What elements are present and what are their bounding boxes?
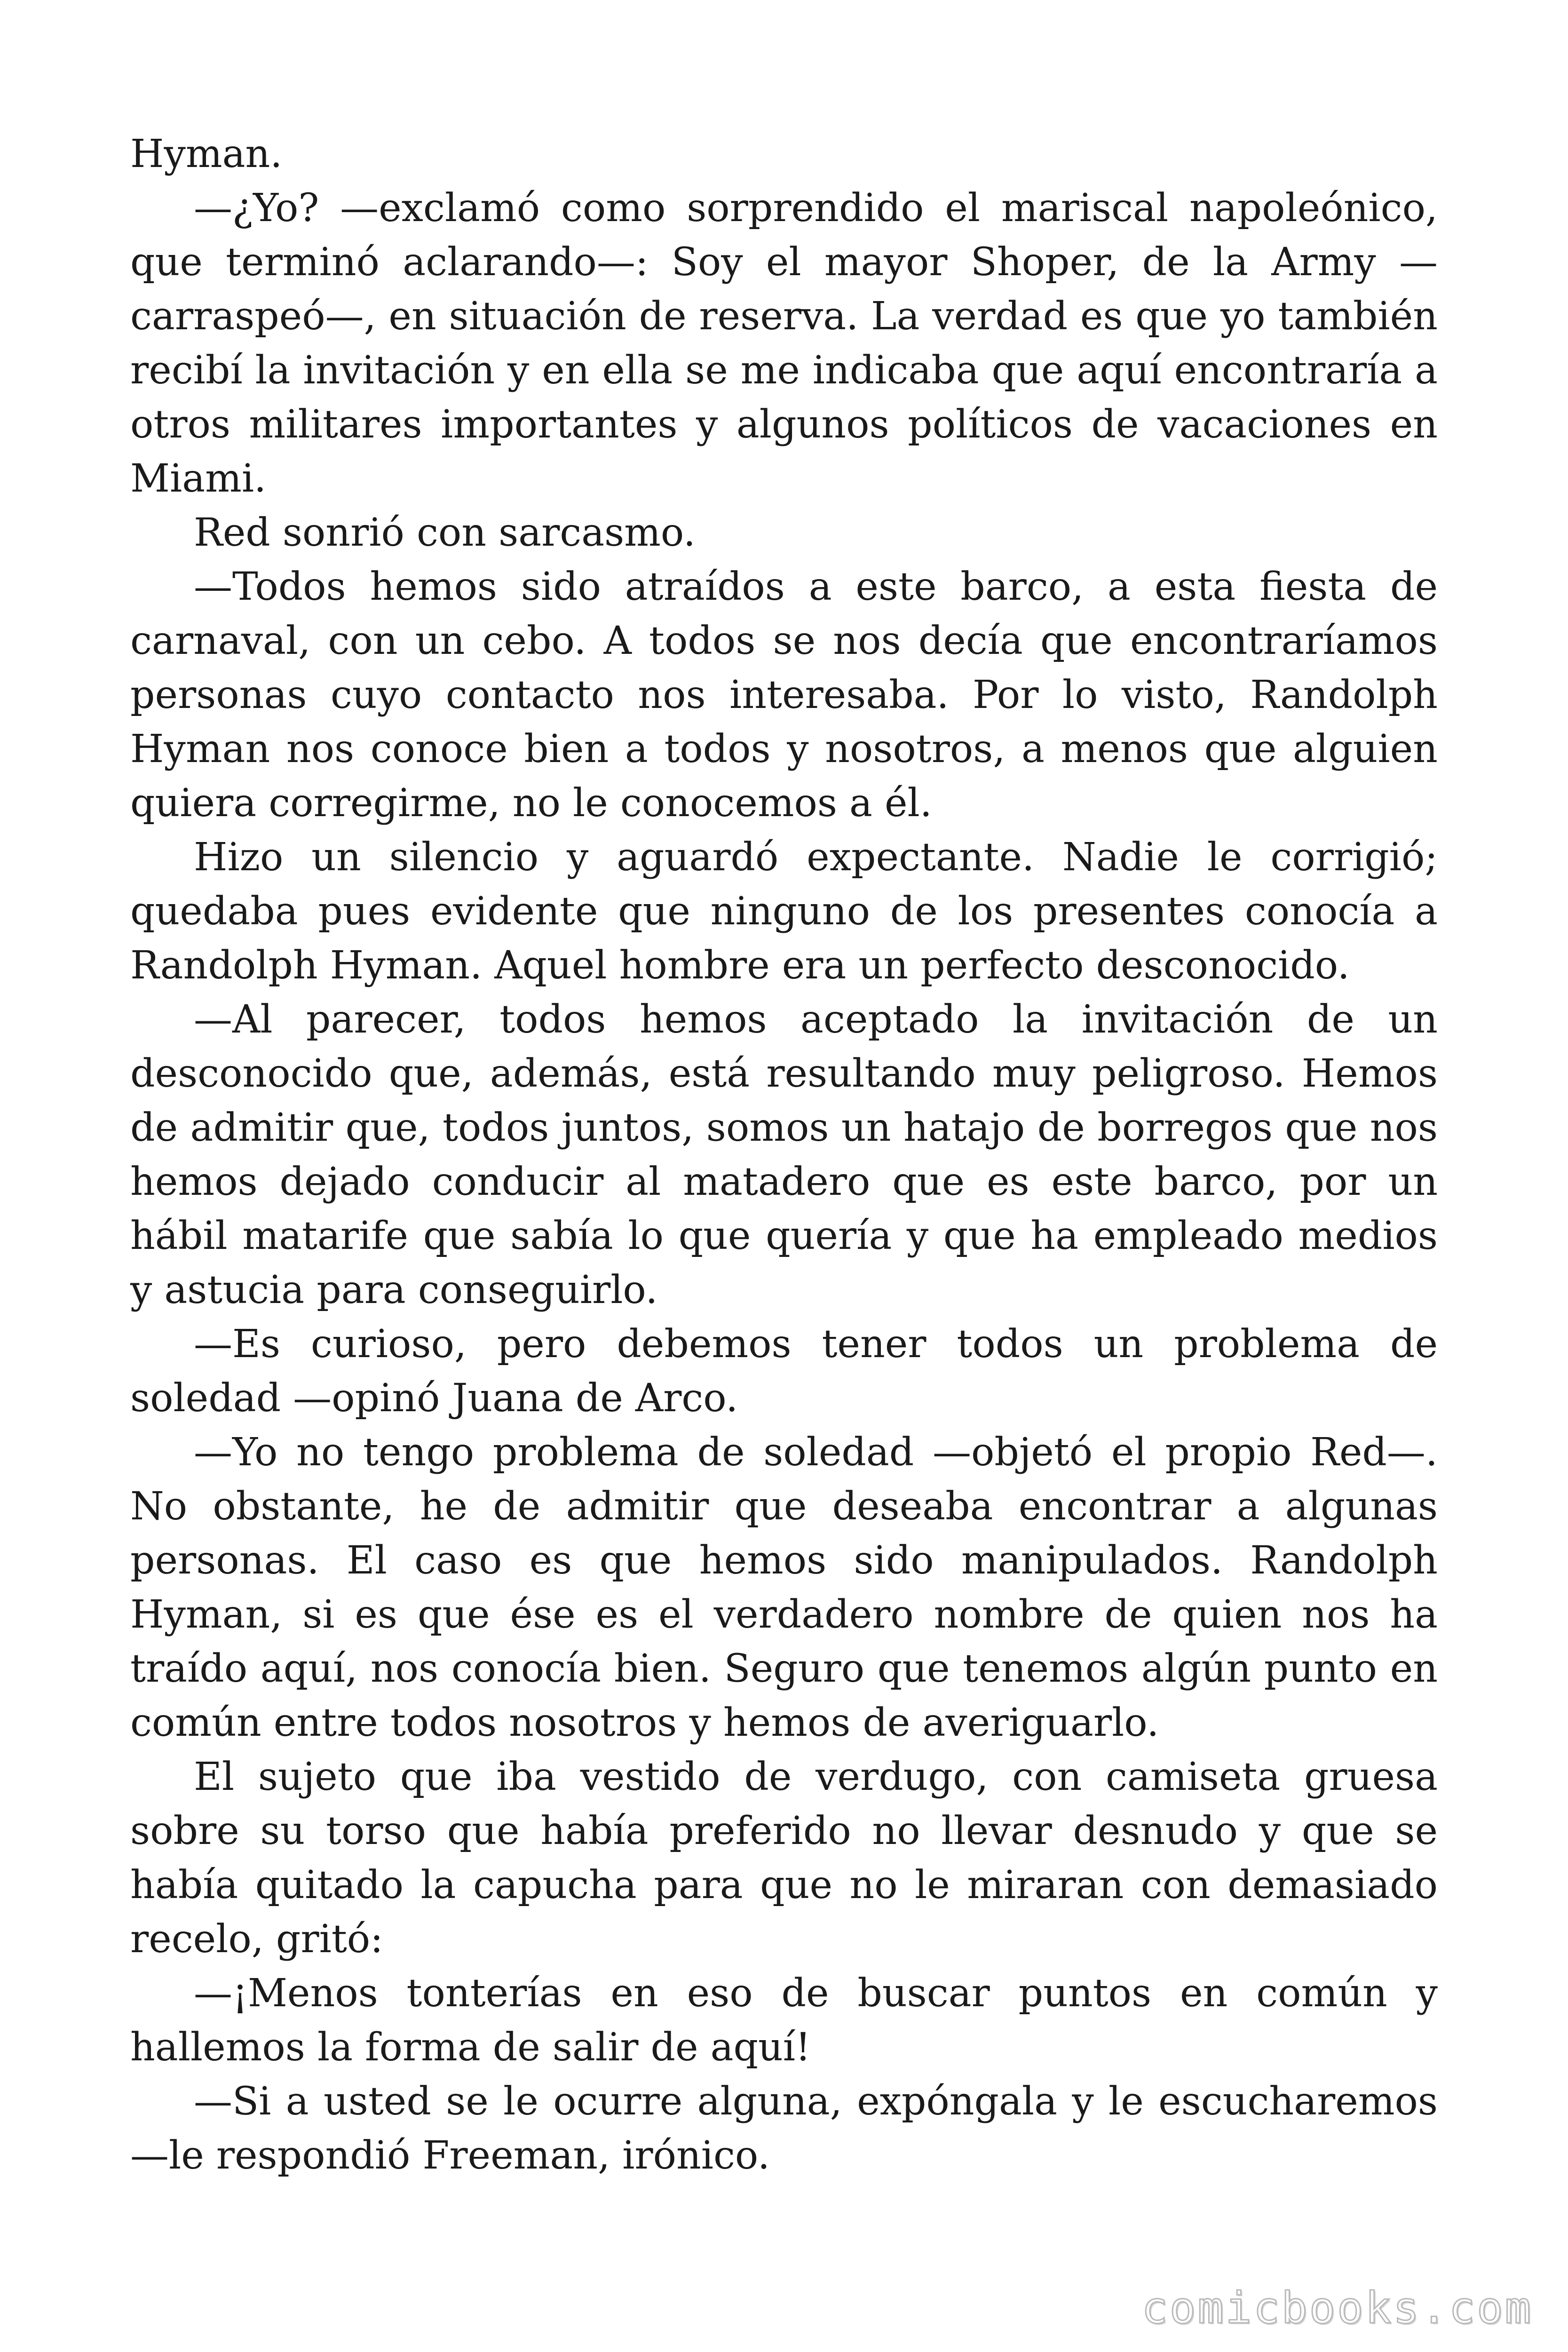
paragraph-11: —Si a usted se le ocurre alguna, expóngala y le escucharemos —le respondió Freeman, irónico.	[130, 2079, 1438, 2178]
paragraph-3: Red sonrió con sarcasmo.	[194, 510, 696, 555]
paragraph-7: —Es curioso, pero debemos tener todos un problema de soledad —opinó Juana de Arco.	[130, 1322, 1438, 1421]
paragraph-4: —Todos hemos sido atraídos a este barco, a esta fiesta de carnaval, con un cebo. A todos se nos decía que encontraríamos personas cuyo contacto nos interesaba. Por lo visto, Randolph Hyman nos conoce bien a todos y nosotros, a menos que alguien quiera corregirme, no le conocemos a él.	[130, 564, 1438, 826]
paragraph-10: —¡Menos tonterías en eso de buscar puntos en común y hallemos la forma de salir de aquí!	[130, 1971, 1438, 2070]
paragraph-8: —Yo no tengo problema de soledad —objetó el propio Red—. No obstante, he de admitir que deseaba encontrar a algunas personas. El caso es que hemos sido manipulados. Randolph Hyman, si es que ése es el verdadero nombre de quien nos ha traído aquí, nos conocía bien. Seguro que tenemos algún punto en común entre todos nosotros y hemos de averiguarlo.	[130, 1430, 1438, 1745]
paragraph-6: —Al parecer, todos hemos aceptado la invitación de un desconocido que, además, está resultando muy peligroso. Hemos de admitir que, todos juntos, somos un hatajo de borregos que nos hemos dejado conducir al matadero que es este barco, por un hábil matarife que sabía lo que quería y que ha empleado medios y astucia para conseguirlo.	[130, 997, 1438, 1312]
paragraph-5: Hizo un silencio y aguardó expectante. Nadie le corrigió; quedaba pues evidente que ninguno de los presentes conocía a Randolph Hyman. Aquel hombre era un perfecto desconocido.	[130, 835, 1438, 988]
paragraph-2: —¿Yo? —exclamó como sorprendido el mariscal napoleónico, que terminó aclarando—: Soy el mayor Shoper, de la Army —carraspeó—, en situación de reserva. La verdad es que yo también recibí la invitación y en ella se me indicaba que aquí encontraría a otros militares importantes y algunos políticos de vacaciones en Miami.	[130, 186, 1438, 501]
page-body-text	[130, 127, 1438, 2183]
paragraph-1: Hyman.	[130, 132, 283, 176]
paragraph-9: El sujeto que iba vestido de verdugo, con camiseta gruesa sobre su torso que había preferido no llevar desnudo y que se había quitado la capucha para que no le miraran con demasiado recelo, gritó:	[130, 1755, 1438, 1962]
watermark: comicbooks.com	[1141, 2283, 1533, 2333]
